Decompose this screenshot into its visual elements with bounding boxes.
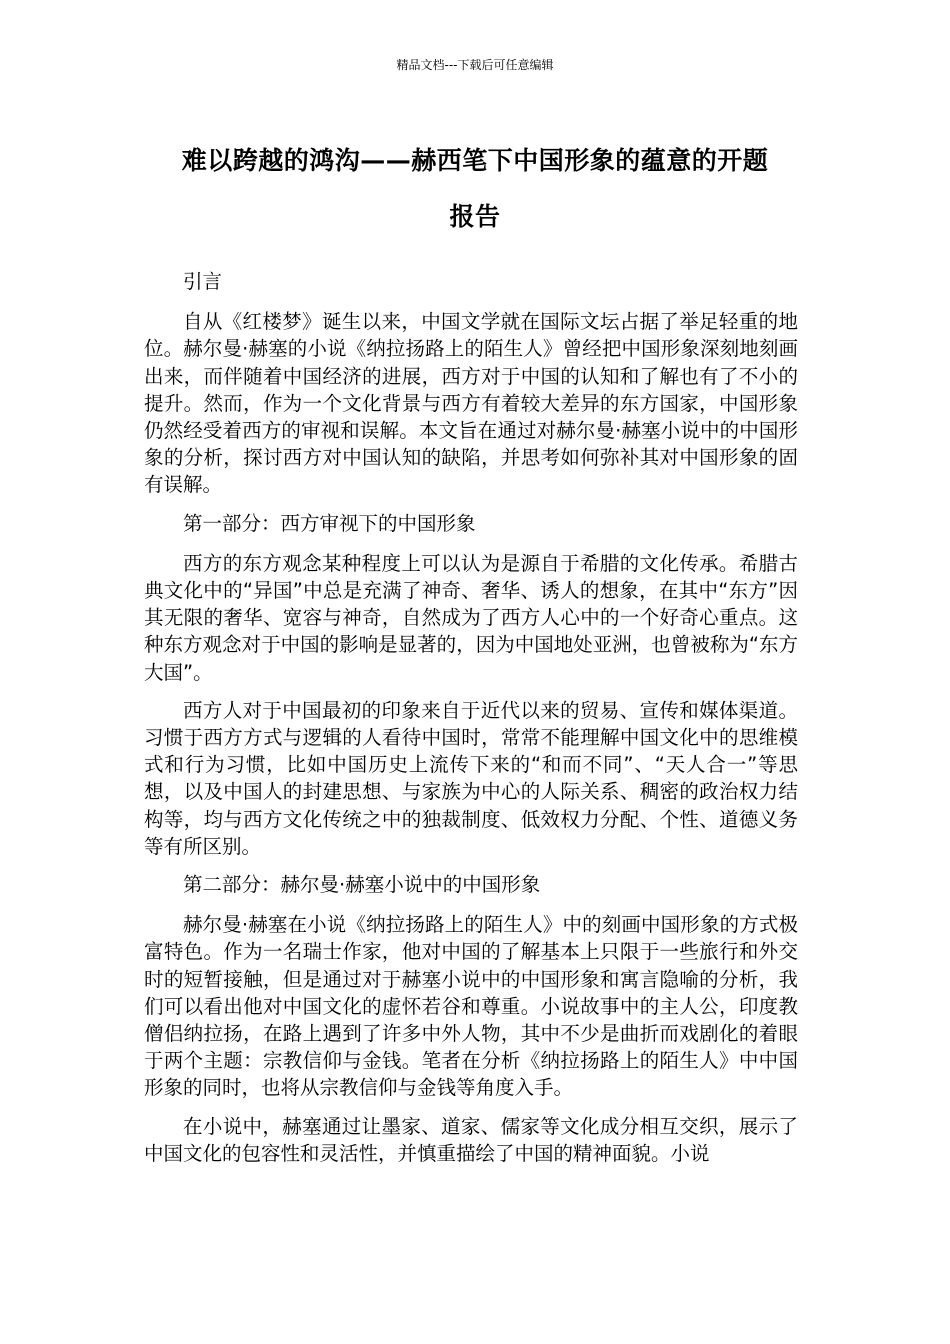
- paragraph-part-two-1: 赫尔曼·赫塞在小说《纳拉扬路上的陌生人》中的刻画中国形象的方式极富特色。作为一名瑞士作家，他对中国的了解基本上只限于一些旅行和外交时的短暂接触，但是通过对于赫塞小说中的中国形象和寓言隐喻的分析，我们可以看出他对中国文化的虚怀若谷和尊重。小说故事中的主人公，印度教僧侣纳拉扬，在路上遇到了许多中外人物，其中不少是曲折而戏剧化的着眼于两个主题：宗教信仰与金钱。笔者在分析《纳拉扬路上的陌生人》中中国形象的同时，也将从宗教信仰与金钱等角度入手。: [144, 913, 798, 1100]
- page-header-note: 精品文档---下载后可任意编辑: [396, 58, 554, 72]
- title-line-1: 难以跨越的鸿沟——赫西笔下中国形象的蕴意的开题: [181, 146, 769, 175]
- title-line-2: 报告: [449, 202, 501, 231]
- paragraph-intro: 自从《红楼梦》诞生以来，中国文学就在国际文坛占据了举足轻重的地位。赫尔曼·赫塞的小说《纳拉扬路上的陌生人》曾经把中国形象深刻地刻画出来，而伴随着中国经济的进展，西方对于中国的认知和了解也有了不小的提升。然而，作为一个文化背景与西方有着较大差异的东方国家，中国形象仍然经受着西方的审视和误解。本文旨在通过对赫尔曼·赫塞小说中的中国形象的分析，探讨西方对中国认知的缺陷，并思考如何弥补其对中国形象的固有误解。: [144, 310, 798, 497]
- paragraph-part-one-2: 西方人对于中国最初的印象来自于近代以来的贸易、宣传和媒体渠道。习惯于西方方式与逻辑的人看待中国时，常常不能理解中国文化中的思维模式和行为习惯，比如中国历史上流传下来的“和而不同”、“天人合一”等思想，以及中国人的封建思想、与家族为中心的人际关系、稠密的政治权力结构等，均与西方文化传统之中的独裁制度、低效权力分配、个性、道德义务等有所区别。: [144, 698, 798, 858]
- section-heading-introduction: 引言: [183, 270, 223, 293]
- document-title: [120, 133, 830, 245]
- paragraph-part-two-2: 在小说中，赫塞通过让墨家、道家、儒家等文化成分相互交织，展示了中国文化的包容性和灵活性，并慎重描绘了中国的精神面貌。小说: [144, 1114, 798, 1165]
- paragraph-part-one-1: 西方的东方观念某种程度上可以认为是源自于希腊的文化传承。希腊古典文化中的“异国”中总是充满了神奇、奢华、诱人的想象，在其中“东方”因其无限的奢华、宽容与神奇，自然成为了西方人心中的一个好奇心重点。这种东方观念对于中国的影响是显著的，因为中国地处亚洲，也曾被称为“东方大国”。: [144, 551, 798, 684]
- document-body: [144, 268, 798, 1178]
- section-heading-part-two: 第二部分：赫尔曼·赫塞小说中的中国形象: [183, 873, 541, 897]
- section-heading-part-one: 第一部分：西方审视下的中国形象: [183, 511, 476, 535]
